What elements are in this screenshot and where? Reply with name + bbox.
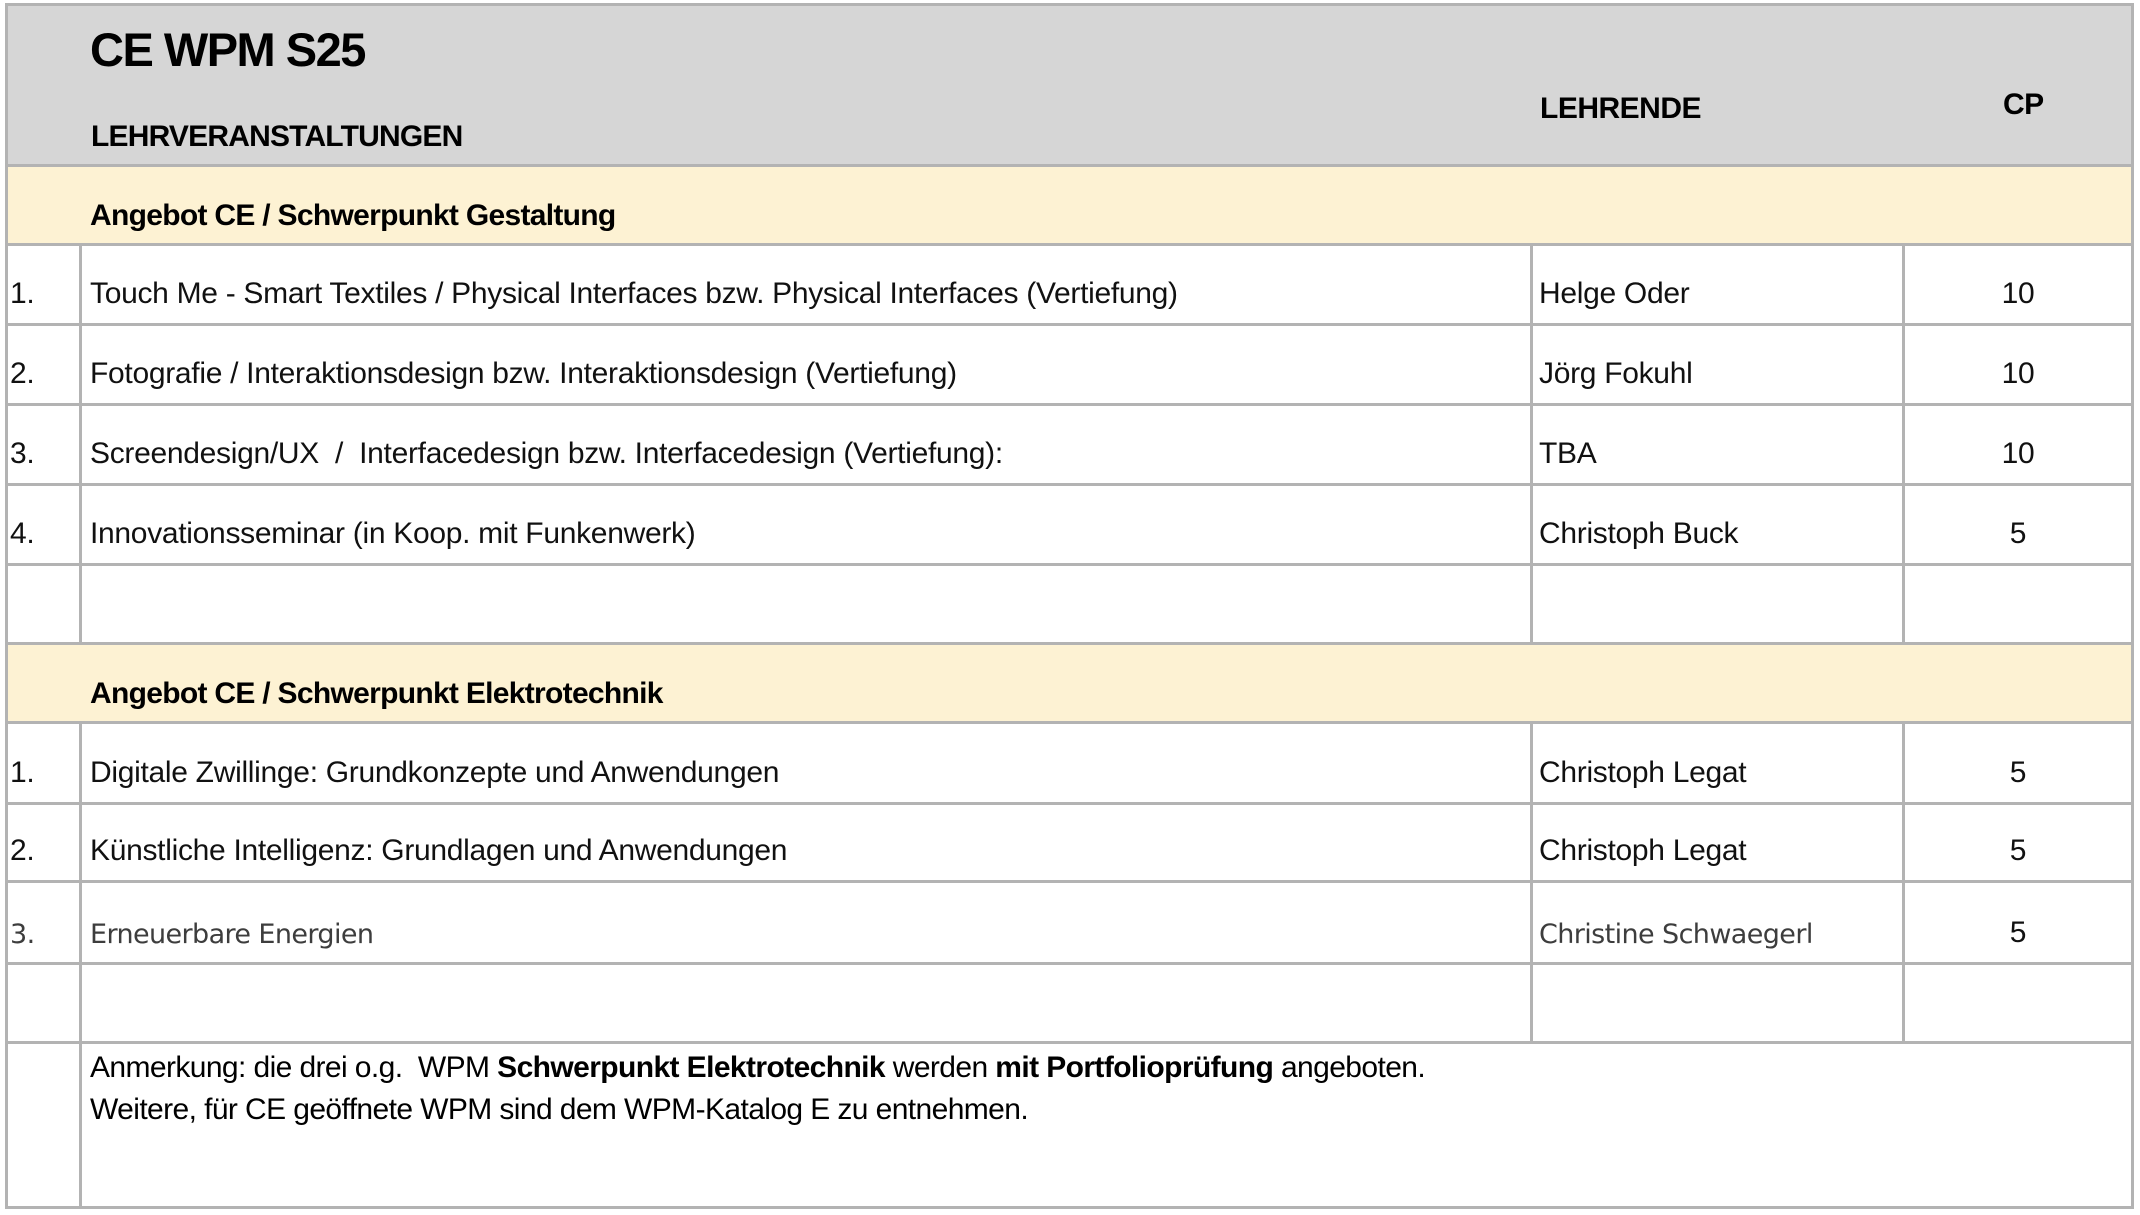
section-title: Angebot CE / Schwerpunkt Gestaltung bbox=[90, 199, 616, 232]
footer-text-segment: Anmerkung: die drei o.g. WPM bbox=[90, 1051, 498, 1084]
footer-text-segment: angeboten. bbox=[1273, 1051, 1426, 1084]
row-number: 4. bbox=[10, 517, 35, 550]
footer-note bbox=[8, 1041, 2131, 1206]
course-title: Künstliche Intelligenz: Grundlagen und Anwendungen bbox=[90, 834, 788, 867]
column-header-teacher: LEHRENDE bbox=[1540, 92, 1702, 125]
footer-bold-segment: Schwerpunkt Elektrotechnik bbox=[497, 1051, 886, 1084]
table-row bbox=[8, 406, 2131, 486]
teacher-name: TBA bbox=[1539, 437, 1597, 470]
table-row bbox=[8, 724, 2131, 805]
column-header-courses: LEHRVERANSTALTUNGEN bbox=[91, 120, 463, 153]
table-row bbox=[8, 883, 2131, 965]
section-title: Angebot CE / Schwerpunkt Elektrotechnik bbox=[90, 677, 663, 710]
teacher-name: Christoph Legat bbox=[1539, 756, 1747, 789]
credit-points: 5 bbox=[2009, 834, 2027, 867]
course-title: Erneuerbare Energien bbox=[90, 919, 374, 950]
course-title: Digitale Zwillinge: Grundkonzepte und Anwendungen bbox=[90, 756, 780, 789]
credit-points: 10 bbox=[2001, 277, 2035, 310]
credit-points: 10 bbox=[2001, 357, 2035, 390]
empty-row bbox=[8, 965, 2131, 1044]
row-number: 3. bbox=[10, 919, 35, 950]
teacher-name: Christoph Buck bbox=[1539, 517, 1739, 550]
footer-text-segment: werden bbox=[885, 1051, 996, 1084]
footer-text bbox=[90, 1047, 1425, 1131]
credit-points: 10 bbox=[2001, 437, 2035, 470]
footer-line-1 bbox=[90, 1047, 1425, 1089]
table-row bbox=[8, 326, 2131, 406]
page-title: CE WPM S25 bbox=[90, 23, 365, 76]
empty-row bbox=[8, 566, 2131, 645]
table-row bbox=[8, 486, 2131, 566]
column-header-cp: CP bbox=[2003, 88, 2044, 121]
row-number: 3. bbox=[10, 437, 35, 470]
table-row bbox=[8, 246, 2131, 326]
row-number: 1. bbox=[10, 756, 35, 789]
teacher-name: Christoph Legat bbox=[1539, 834, 1747, 867]
footer-line-2: Weitere, für CE geöffnete WPM sind dem WPM-Katalog E zu entnehmen. bbox=[90, 1093, 1029, 1126]
row-number: 2. bbox=[10, 834, 35, 867]
teacher-name: Jörg Fokuhl bbox=[1539, 357, 1693, 390]
credit-points: 5 bbox=[2009, 517, 2027, 550]
course-title: Touch Me - Smart Textiles / Physical Interfaces bzw. Physical Interfaces (Vertiefung) bbox=[90, 277, 1178, 310]
table-row bbox=[8, 805, 2131, 883]
course-table bbox=[5, 3, 2134, 1209]
row-number: 1. bbox=[10, 277, 35, 310]
credit-points: 5 bbox=[2009, 916, 2027, 949]
teacher-name: Helge Oder bbox=[1539, 277, 1690, 310]
credit-points: 5 bbox=[2009, 756, 2027, 789]
table-header bbox=[8, 6, 2131, 167]
section-header-elektrotechnik bbox=[8, 645, 2131, 724]
course-title: Screendesign/UX / Interfacedesign bzw. Interfacedesign (Vertiefung): bbox=[90, 437, 1003, 470]
row-number: 2. bbox=[10, 357, 35, 390]
section-header-gestaltung bbox=[8, 167, 2131, 246]
course-title: Innovationsseminar (in Koop. mit Funkenwerk) bbox=[90, 517, 696, 550]
course-title: Fotografie / Interaktionsdesign bzw. Interaktionsdesign (Vertiefung) bbox=[90, 357, 957, 390]
footer-bold-segment: mit Portfolioprüfung bbox=[995, 1051, 1274, 1084]
teacher-name: Christine Schwaegerl bbox=[1539, 919, 1813, 950]
